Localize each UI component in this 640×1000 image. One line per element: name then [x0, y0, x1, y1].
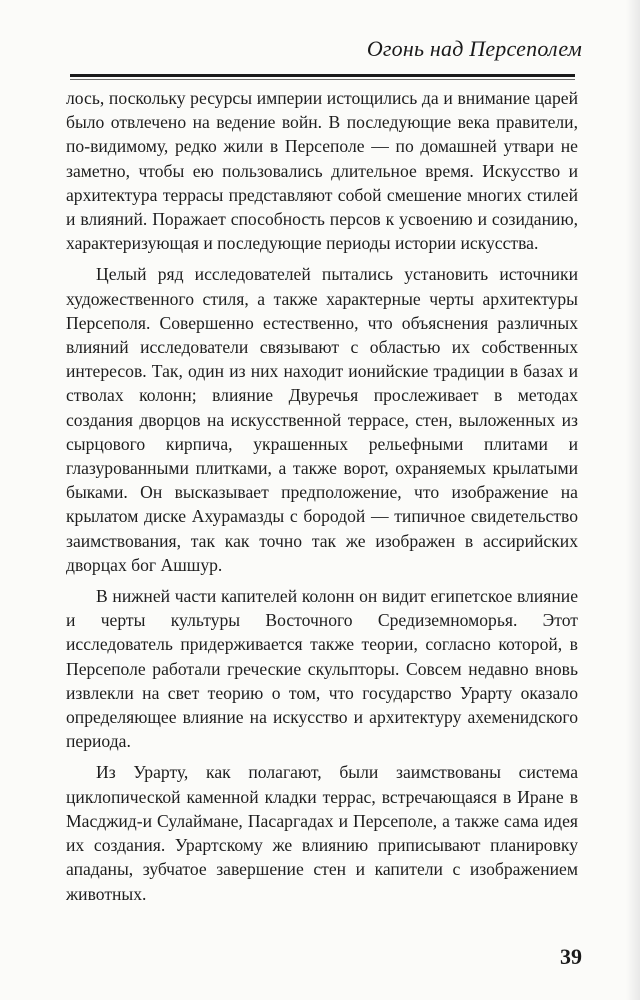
- paragraph-2: Целый ряд исследователей пытались установить источники художественного стиля, а также характерные черты архитектуры Персеполя. Совершенно естественно, что объяснения различных влияний исследователи связывают с областью их собственных интересов. Так, один из них находит ионийские традиции в базах и стволах колонн; влияние Двуречья прослеживает в методах создания дворцов на искусственной террасе, стен, выложенных из сырцового кирпича, украшенных рельефными плитами и глазурованными плитками, а также ворот, охраняемых крылатыми быками. Он высказывает предположение, что изображение на крылатом диске Ахурамазды с бородой — типичное свидетельство заимствования, так как точно так же изображен в ассирийских дворцах бог Ашшур.: [66, 264, 578, 575]
- running-head-title: Огонь над Персеполем: [366, 36, 582, 61]
- header-rule: [70, 74, 575, 77]
- paragraph-4: Из Урарту, как полагают, были заимствованы система циклопической каменной кладки террас, встречающаяся в Иране в Масджид-и Сулаймане, Пасаргадах и Персеполе, а также сама идея их создания. Урартскому же влиянию приписывают планировку ападаны, зубчатое завершение стен и капители с изображением животных.: [66, 762, 578, 904]
- header-rule-thin: [70, 79, 575, 80]
- body-text: [66, 86, 578, 913]
- paragraph-3: В нижней части капителей колонн он видит египетское влияние и черты культуры Восточного Средиземноморья. Этот исследователь придерживается также теории, согласно которой, в Персеполе работали греческие скульпторы. Совсем недавно вновь извлекли на свет теорию о том, что государство Урарту оказало определяющее влияние на искусство и архитектуру ахеменидского периода.: [66, 586, 578, 752]
- page-edge-shadow: [626, 0, 640, 1000]
- paragraph-1: лось, поскольку ресурсы империи истощились да и внимание царей было отвлечено на ведение войн. В последующие века правители, по-видимому, редко жили в Персеполе — по домашней утвари не заметно, чтобы ею пользовались длительное время. Искусство и архитектура террасы представляют собой смешение многих стилей и влияний. Поражает способность персов к усвоению и созиданию, характеризующая и последующие периоды истории искусства.: [66, 88, 578, 254]
- page-number: 39: [560, 944, 582, 969]
